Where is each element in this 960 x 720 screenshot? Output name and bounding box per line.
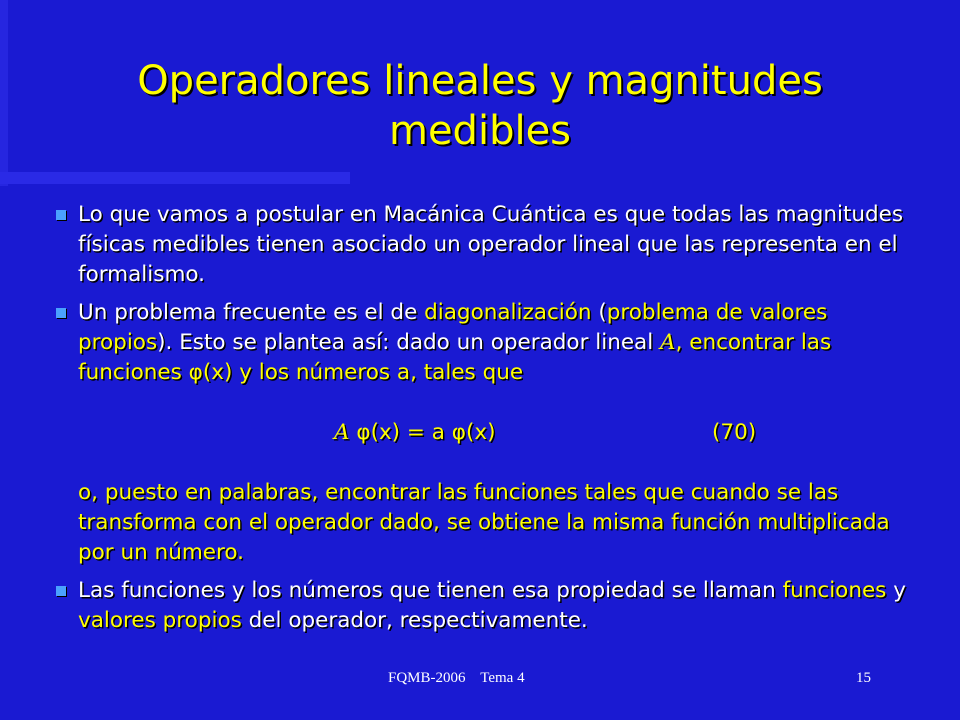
bullet-item-2	[48, 298, 928, 568]
text-segment: del operador, respectivamente.	[241, 608, 588, 633]
equation-phi-right: φ	[451, 420, 466, 445]
square-bullet-icon	[56, 586, 66, 596]
footer-page-number: 15	[856, 670, 871, 686]
highlight-valores-propios: valores propios	[78, 608, 242, 633]
bullet-item-1	[48, 200, 928, 290]
equation-phi-left: φ	[356, 420, 371, 445]
footer-course: FQMB-2006 Tema 4	[388, 670, 525, 686]
text-segment: (	[591, 300, 607, 325]
slide-title	[40, 56, 920, 156]
left-decoration-bar	[0, 0, 8, 186]
text-segment: Las funciones y los números que tienen esa propiedad se llaman	[78, 578, 783, 603]
text-segment: y	[886, 578, 906, 603]
text-segment: Un problema frecuente es el de	[78, 300, 425, 325]
equation-number: (70)	[712, 420, 757, 445]
text-segment: , encontrar las funciones	[78, 330, 832, 385]
square-bullet-icon	[56, 308, 66, 318]
title-underline-bar	[0, 172, 350, 184]
highlight-funciones: funciones	[782, 578, 887, 603]
equation-operator: A	[334, 420, 350, 445]
square-bullet-icon	[56, 210, 66, 220]
equation-middle: (x) = a	[370, 420, 452, 445]
equation-end: (x)	[465, 420, 496, 445]
bullet-item-3	[48, 576, 928, 636]
highlight-problema-valores-propios: problema de valores propios	[78, 300, 828, 355]
text-segment: (x) y los números a, tales que	[202, 360, 524, 385]
bullet-text-1: Lo que vamos a postular en Macánica Cuántica es que todas las magnitudes físicas medibles tienen asociado un operador lineal que las representa en el formalismo.	[78, 202, 904, 287]
text-segment: o, puesto en palabras, encontrar las funciones tales que cuando se las transforma con el operador dado, se obtiene la misma función multiplicada por un número.	[78, 480, 890, 565]
text-segment: ). Esto se plantea así: dado un operador lineal	[157, 330, 661, 355]
slide-content	[48, 200, 928, 644]
equation-expression	[334, 418, 495, 448]
equation-70	[78, 418, 928, 448]
phi-symbol: φ	[188, 360, 203, 385]
highlight-diagonalizacion: diagonalización	[424, 300, 592, 325]
title-line-1: Operadores lineales y magnitudes	[137, 58, 823, 104]
operator-symbol: A	[660, 330, 676, 355]
title-line-2: medibles	[388, 108, 572, 154]
